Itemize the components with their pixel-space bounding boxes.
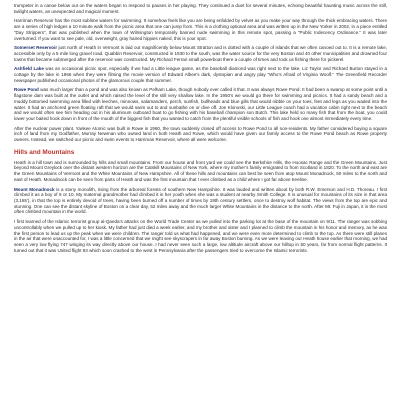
paragraph-trumpeter (14, 3, 387, 14)
paragraph-text: was much larger than a pond and was also known as Pelham Lake, though nobody ever called it that. It was always Rowe Pond. It had been a swamp at some point until a flagstone dam was built at the outlet and which raised the level of the still very shallow lake. In the 1950’s we would go there for swimming and picnics. It had a sandy beach and a muddy bottomed swimming area filled with leeches, minnows, salamanders, perch, sunfish, bullheads and blue gills that would nibble on your toes, feet and legs as you waded into the water. It had an anchored green floating raft that we would swim out to and sunbathe on or dive off. Joe Klonoski, our Little League coach had a vacation cabin right next to the beach and we would often see him heading out in his aluminum outboard boat to go fishing with his baseball champion son Butch. This lake held so many fish that from the boat, you could lower your baited hook down in front of the mouth of the biggest fish that you wanted to catch from the plentiful visible schools of fish and hook one almost immediately every time. (14, 87, 387, 121)
paragraph-rowe-pond (14, 87, 387, 121)
section-heading-hills-mountains: Hills and Mountains (14, 148, 75, 156)
paragraph-lead-somerset: Somerset Reservoir (14, 45, 58, 51)
paragraph-lead-ashfield: Ashfield Lake (14, 66, 44, 72)
paragraph-lead-monadnock: Mount Monadnock (14, 186, 55, 192)
paragraph-monadnock (14, 187, 387, 216)
paragraph-text: I first learned of the Islamic terrorist group al-Qaeda’s attacks on the World Trade Center as we pulled into the parking lot at the base of the mountain on 9/11. The ranger was sobbing uncontrollably when we pulled up to her kiosk. My father had just died a week earlier, and my brother and sister and I planned to climb the mountain in his honor and memory, as he was the first person to lead us up the peak when we were children. The ranger told us what had happened, and we were even more determined to climb to the top. As there were still planes in the air that were unaccounted for, I was a little concerned that we might see skyscrapers in far away Boston burning. As we were leaving our Heath house earlier that morning, we had seen a very low flying 747 winging its way directly above our house. I had never seen such a large, low altitude aircraft above our hilltop in 50 years, far from normal flight patterns. It turned out that it was United flight 93 which soon crashed to the west in Pennsylvania after the passengers tried to overcome the Islamic terrorists. (14, 219, 387, 253)
paragraph-nine-eleven (14, 219, 387, 253)
paragraph-lead-rowe-pond: Rowe Pond (14, 87, 39, 93)
document-page (14, 3, 387, 257)
paragraph-nuclear-plant (14, 126, 387, 143)
paragraph-text: After the nuclear power plant, Yankee Atomic was built in Rowe in 1960, the town suddenly closed off access to Rowe Pond to all non-residents. My father considered buying a square inch of land from my Godfather, Murray Newman who owned land in both Heath and Rowe, which would have given our family access to the Rowe Pond beach as Rowe property owners. Instead, we switched our picnic and swim events to Harriman Reservoir, where all were welcome. (14, 125, 387, 143)
paragraph-text: just north of Heath in Vermont is laid out magnificently below Mount Stratton and is dotted with a couple of islands that we often canoed out to. It is a remote lake, accessible only by a 5 mile long gravel road. Quabbin Reservoir, constructed in 1930 to the south, was the water source for the very Boston and 40 other municipalities and drowned four towns that became submerged after the reservoir was constructed. My Richard Ferrari small powerboat there a couple of times and took us fishing there for pickerel. (14, 45, 387, 62)
paragraph-heath-hills (14, 160, 387, 183)
paragraph-harriman (14, 18, 387, 41)
paragraph-text: Harriman Reservoir has the most sublime waters for swimming. It somehow feels like you are being enfolded by velvet as you make your way through the thick embracing waters. There are a series of high ledges a 10 minute walk from the picnic area that one can jump from. This is a clothing optional area and was written up in the New Yorker in 2002, in a piece entitled “Day Strippers”, that was published when the town of Wilmington temporarily banned nude swimming in this remote spot, passing a “Public Indecency Ordinance.” It was later overturned. If you want to see pale, old, overweight, gray haired hippies naked, this is your spot. (14, 18, 387, 41)
paragraph-ashfield (14, 66, 387, 83)
paragraph-text: is a stony monolith, rising from the arboreal forests of southern New Hampshire. It was lauded and written about by both R.W. Emerson and H.D. Thoreau. I first climbed it as a boy of 9 or 10. My maternal grandmother had climbed it in her youth when she was a student at nearby Smith College. It is unusual for mountains of its size in that area (3,165’), in that the top is entirely devoid of trees, having been burned off a number of times by 19th century settlers, once to destroy wolf habitat. The views from the top are epic and stunning. One can see the distant skyline of Boston on a clear day, 62 miles away and the much larger White Mountains in the distance to the north. After Mt. Fuji in Japan, it is the most often climbed mountain in the world. (14, 186, 387, 215)
paragraph-text: Heath is a hill town and is surrounded by hills and small mountains. From our house and front yard we could see the Berkshire Hills, the Hoosac Range and the Green Mountains. Just beyond Mount Greylock over the distant western horizon are the Catskill Mountains of New York, where my mother’s family emigrated to from Scotland in 1820. To the north and east are the Green Mountains of Vermont and the White Mountains of New Hampshire. All of these hills and mountains can best be seen from atop Mount Monadnock, 50 miles to the north and east of Heath. Monadnock can be seen from parts of Heath and was the first mountain that I ever climbed as a child where I got far above treeline. (14, 159, 387, 182)
paragraph-somerset (14, 45, 387, 62)
paragraph-text: was an occasional picnic spot, especially if we had a Little league game, as the baseball diamond was right next to the lake. Liz Taylor and Richard Burton stayed in a cottage by the lake in 1966 when they were filming the movie version of Edward Albee’s dark, dystopian and angry play “Who’s Afraid of Virginia Woolf.” The Greenfield Recorder newspaper published occasional photos of the glamorous couple that summer. (14, 66, 387, 83)
paragraph-text: trumpeter in a canoe below out on the waters began to respond to pauses in her playing. They continued a duet for several minutes, echoing beautiful haunting music across the still, twilight waters, an unexpected and magical moment. (14, 3, 387, 14)
